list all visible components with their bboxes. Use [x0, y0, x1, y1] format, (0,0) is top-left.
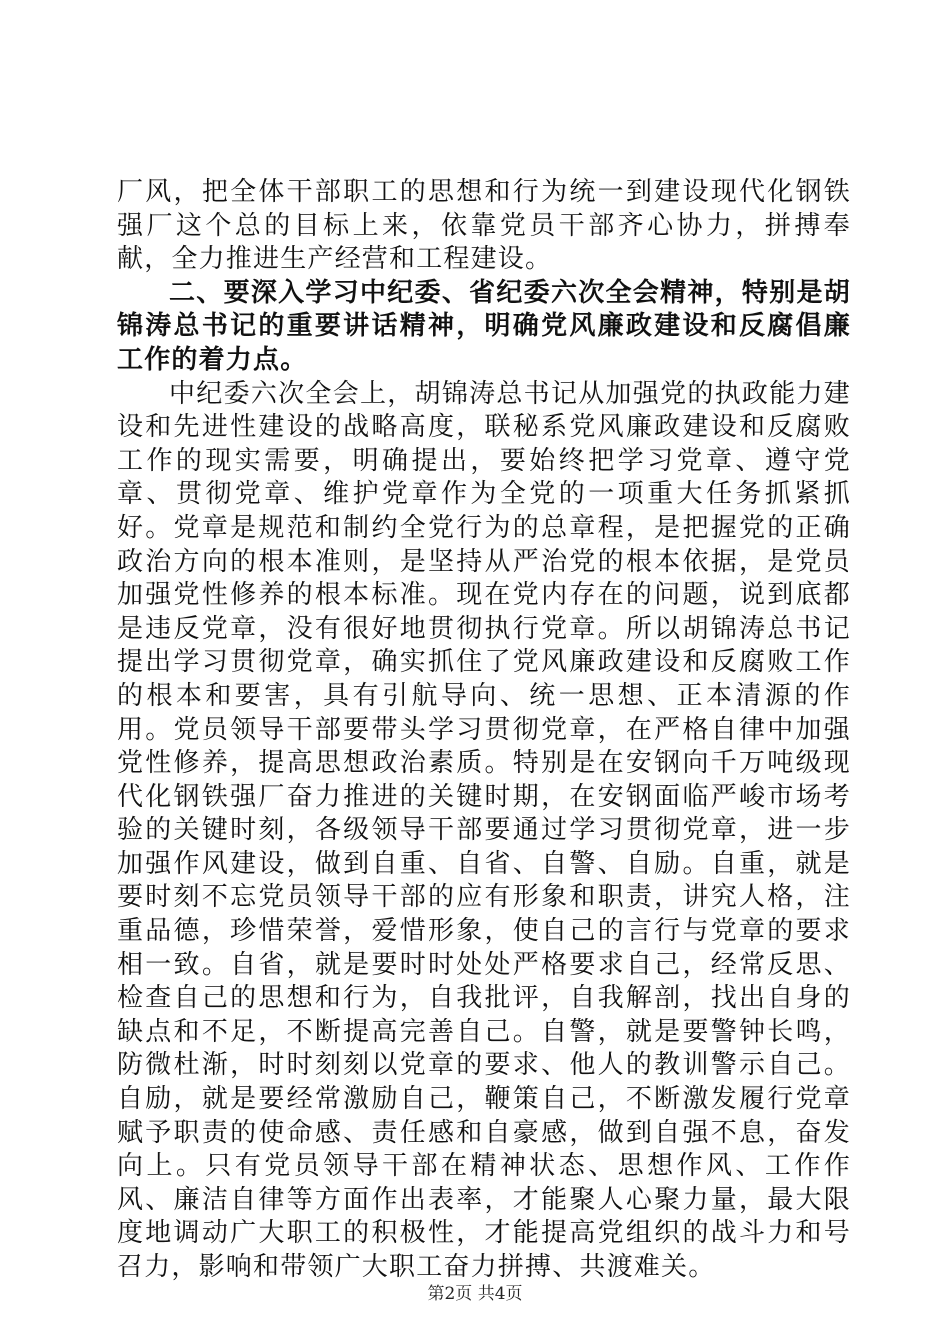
section-heading: 二、要深入学习中纪委、省纪委六次全会精神，特别是胡锦涛总书记的重要讲话精神，明确党风廉政建设和反腐倡廉工作的着力点。 — [117, 277, 851, 375]
document-body — [117, 176, 851, 1285]
page-footer — [0, 1284, 950, 1304]
page-number-label: 第2页 共4页 — [427, 1284, 523, 1304]
paragraph-continuation: 厂风，把全体干部职工的思想和行为统一到建设现代化钢铁强厂这个总的目标上来，依靠党员干部齐心协力，拼搏奉献，全力推进生产经营和工程建设。 — [117, 177, 851, 275]
paragraph-body: 中纪委六次全会上，胡锦涛总书记从加强党的执政能力建设和先进性建设的战略高度，联秘系党风廉政建设和反腐败工作的现实需要，明确提出，要始终把学习党章、遵守党章、贯彻党章、维护党章作为全党的一项重大任务抓紧抓好。党章是规范和制约全党行为的总章程，是把握党的正确政治方向的根本准则，是坚持从严治党的根本依据，是党员加强党性修养的根本标准。现在党内存在的问题，说到底都是违反党章，没有很好地贯彻执行党章。所以胡锦涛总书记提出学习贯彻党章，确实抓住了党风廉政建设和反腐败工作的根本和要害，具有引航导向、统一思想、正本清源的作用。党员领导干部要带头学习贯彻党章，在严格自律中加强党性修养，提高思想政治素质。特别是在安钢向千万吨级现代化钢铁强厂奋力推进的关键时期，在安钢面临严峻市场考验的关键时刻，各级领导干部要通过学习贯彻党章，进一步加强作风建设，做到自重、自省、自警、自励。自重，就是要时刻不忘党员领导干部的应有形象和职责，讲究人格，注重品德，珍惜荣誉，爱惜形象，使自己的言行与党章的要求相一致。自省，就是要时时处处严格要求自己，经常反思、检查自己的思想和行为，自我批评，自我解剖，找出自身的缺点和不足，不断提高完善自己。自警，就是要警钟长鸣，防微杜渐，时时刻刻以党章的要求、他人的教训警示自己。自励，就是要经常激励自己，鞭策自己，不断激发履行党章赋予职责的使命感、责任感和自豪感，做到自强不息，奋发向上。只有党员领导干部在精神状态、思想作风、工作作风、廉洁自律等方面作出表率，才能聚人心聚力量，最大限度地调动广大职工的积极性，才能提高党组织的战斗力和号召力，影响和带领广大职工奋力拼搏、共渡难关。 — [117, 378, 851, 1282]
